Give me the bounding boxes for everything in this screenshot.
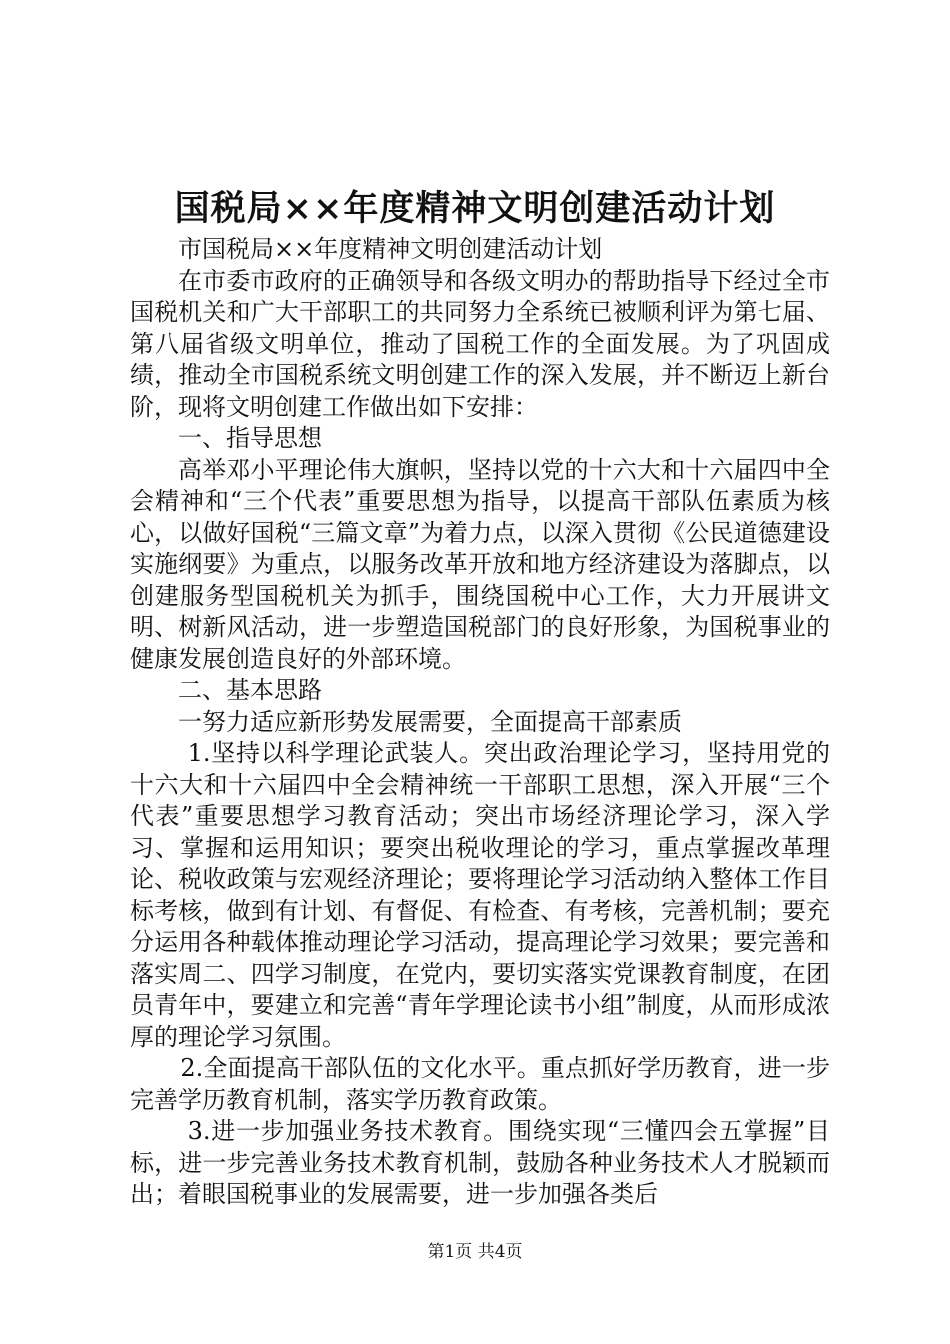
guiding-thought-paragraph: 高举邓小平理论伟大旗帜，坚持以党的十六大和十六届四中全会精神和“三个代表”重要思想为指导，以提高干部队伍素质为核心，以做好国税“三篇文章”为着力点，以深入贯彻《公民道德建设实施纲要》为重点，以服务改革开放和地方经济建设为落脚点，以创建服务型国税机关为抓手，围绕国税中心工作，大力开展讲文明、树新风活动，进一步塑造国税部门的良好形象，为国税事业的健康发展创造良好的外部环境。: [130, 455, 830, 673]
subtitle-paragraph: 市国税局××年度精神文明创建活动计划: [178, 235, 603, 263]
page-footer: 第1页 共4页: [427, 1242, 523, 1262]
page-title: 国税局××年度精神文明创建活动计划: [174, 188, 776, 229]
intro-paragraph: 在市委市政府的正确领导和各级文明办的帮助指导下经过全市国税机关和广大干部职工的共同努力全系统已被顺利评为第七届、第八届省级文明单位，推动了国税工作的全面发展。为了巩固成绩，推动全市国税系统文明创建工作的深入发展，并不断迈上新台阶，现将文明创建工作做出如下安排：: [130, 266, 830, 421]
section-heading-basic-approach: 二、基本思路: [178, 676, 322, 704]
section-heading-guiding-thought: 一、指导思想: [178, 424, 322, 452]
subsection-heading: 一努力适应新形势发展需要，全面提高干部素质: [178, 707, 682, 736]
item-1-paragraph: 1.坚持以科学理论武装人。突出政治理论学习，坚持用党的十六大和十六届四中全会精神统一干部职工思想，深入开展“三个代表”重要思想学习教育活动；突出市场经济理论学习，深入学习、掌握和运用知识；要突出税收理论的学习，重点掌握改革理论、税收政策与宏观经济理论；要将理论学习活动纳入整体工作目标考核，做到有计划、有督促、有检查、有考核，完善机制；要充分运用各种载体推动理论学习活动，提高理论学习效果；要完善和落实周二、四学习制度，在党内，要切实落实党课教育制度，在团员青年中，要建立和完善“青年学理论读书小组”制度，从而形成浓厚的理论学习氛围。: [130, 739, 830, 1051]
item-2-paragraph: 2.全面提高干部队伍的文化水平。重点抓好学历教育，进一步完善学历教育机制，落实学历教育政策。: [130, 1054, 830, 1114]
document-body: [130, 234, 830, 1211]
item-3-paragraph: 3.进一步加强业务技术教育。围绕实现“三懂四会五掌握”目标，进一步完善业务技术教育机制，鼓励各种业务技术人才脱颖而出；着眼国税事业的发展需要，进一步加强各类后: [130, 1117, 830, 1208]
